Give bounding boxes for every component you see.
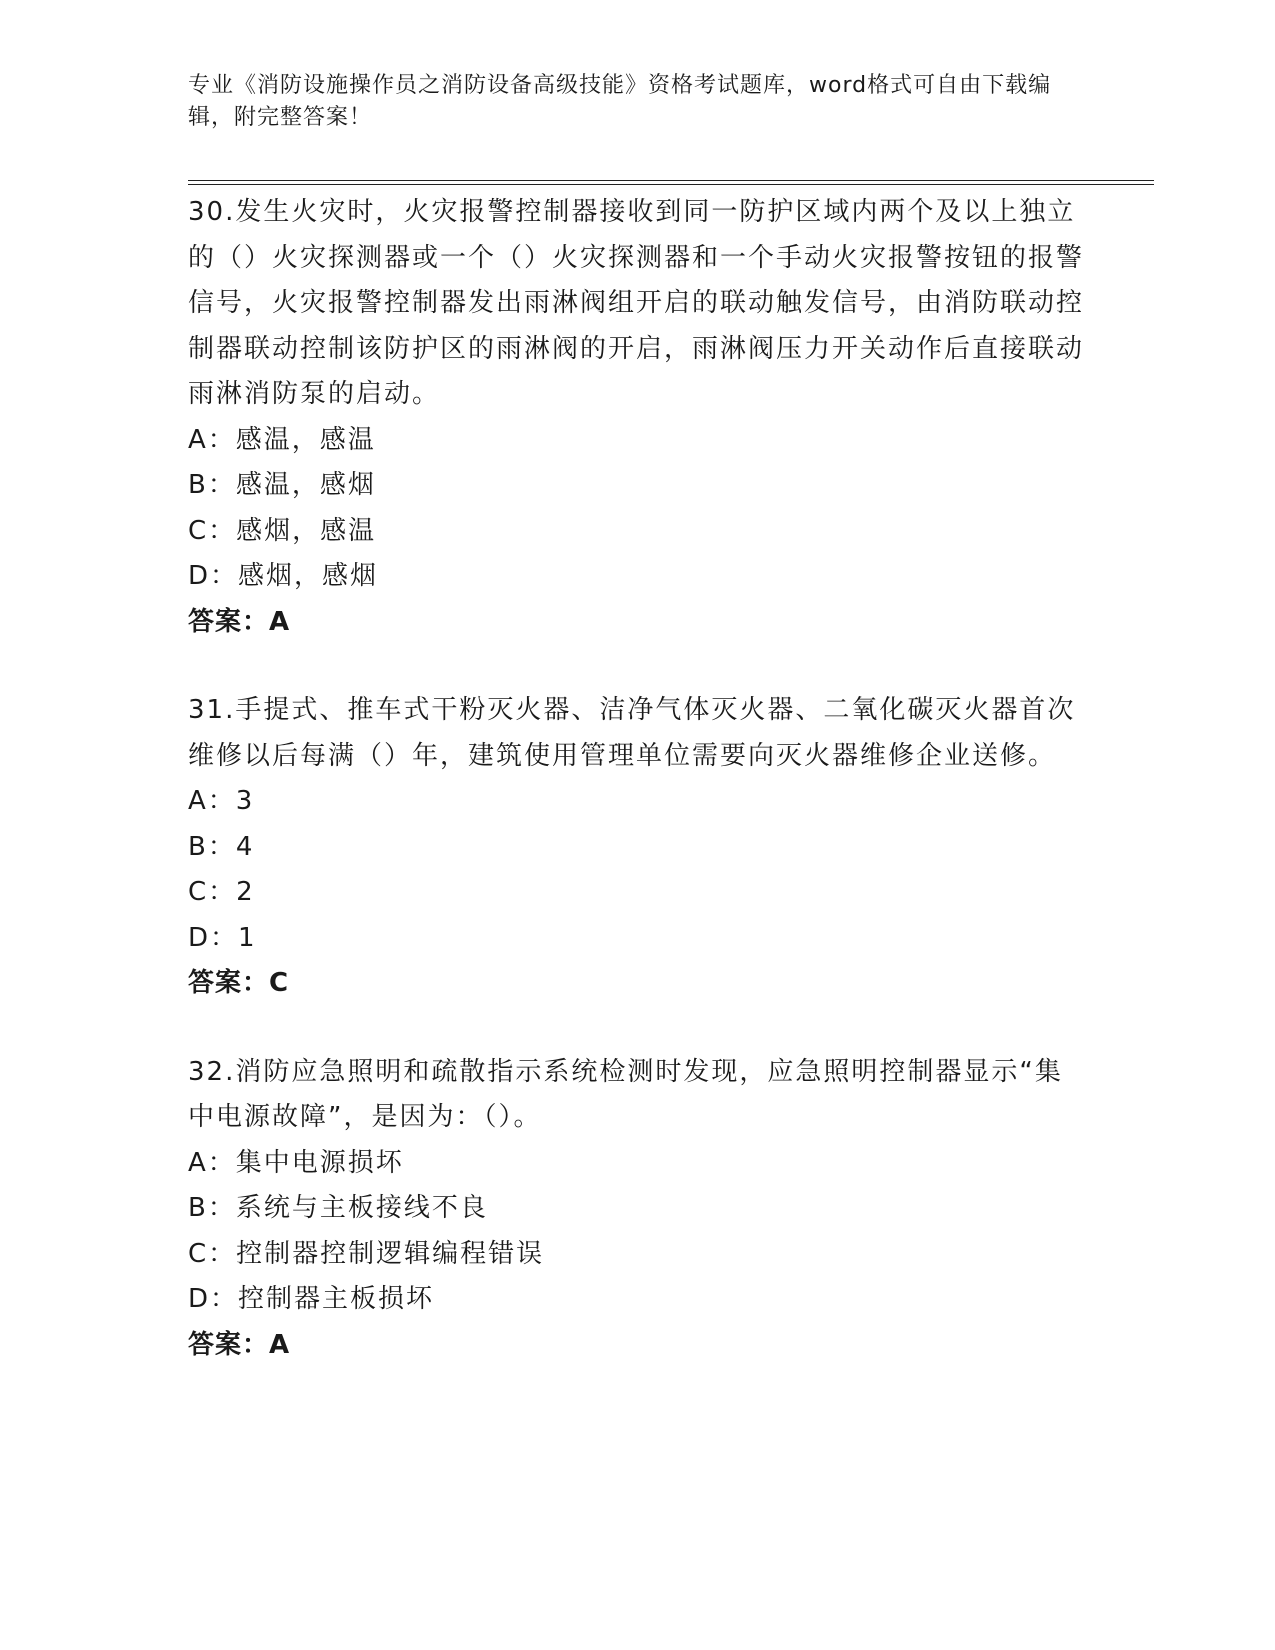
question-text: 32.消防应急照明和疏散指示系统检测时发现，应急照明控制器显示“集中电源故障”，是因为：（）。 bbox=[188, 1056, 1063, 1132]
option-a: A：集中电源损坏 bbox=[188, 1147, 404, 1178]
option-d: D：控制器主板损坏 bbox=[188, 1284, 435, 1314]
option-b: B：感温，感烟 bbox=[188, 470, 376, 500]
option-c: C：控制器控制逻辑编程错误 bbox=[188, 1238, 545, 1269]
option-d: D：1 bbox=[188, 922, 257, 953]
header-rule-top bbox=[188, 180, 1154, 181]
question-32 bbox=[188, 1050, 1088, 1369]
question-list bbox=[188, 190, 1088, 1368]
option-d: D：感烟，感烟 bbox=[188, 561, 379, 591]
question-text: 31.手提式、推车式干粉灭火器、洁净气体灭火器、二氧化碳灭火器首次维修以后每满（）年，建筑使用管理单位需要向灭火器维修企业送修。 bbox=[188, 695, 1076, 771]
option-a: A：3 bbox=[188, 786, 255, 816]
option-c: C：2 bbox=[188, 877, 255, 907]
document-header: 专业《消防设施操作员之消防设备高级技能》资格考试题库，word格式可自由下载编辑，附完整答案！ bbox=[188, 73, 1052, 130]
option-b: B：系统与主板接线不良 bbox=[188, 1193, 488, 1223]
option-a: A：感温，感温 bbox=[188, 424, 376, 455]
question-spacer bbox=[188, 1007, 1088, 1050]
answer: 答案：C bbox=[188, 968, 290, 998]
header-rule-bottom bbox=[188, 184, 1154, 185]
question-31 bbox=[188, 688, 1088, 1007]
answer: 答案：A bbox=[188, 606, 291, 637]
option-b: B：4 bbox=[188, 831, 255, 862]
question-30 bbox=[188, 190, 1088, 645]
option-c: C：感烟，感温 bbox=[188, 515, 377, 546]
question-text: 30.发生火灾时，火灾报警控制器接收到同一防护区域内两个及以上独立的（）火灾探测器或一个（）火灾探测器和一个手动火灾报警按钮的报警信号，火灾报警控制器发出雨淋阀组开启的联动触发信号，由消防联动控制器联动控制该防护区的雨淋阀的开启，雨淋阀压力开关动作后直接联动雨淋消防泵的启动。 bbox=[188, 197, 1085, 409]
question-spacer bbox=[188, 645, 1088, 688]
answer: 答案：A bbox=[188, 1329, 291, 1360]
